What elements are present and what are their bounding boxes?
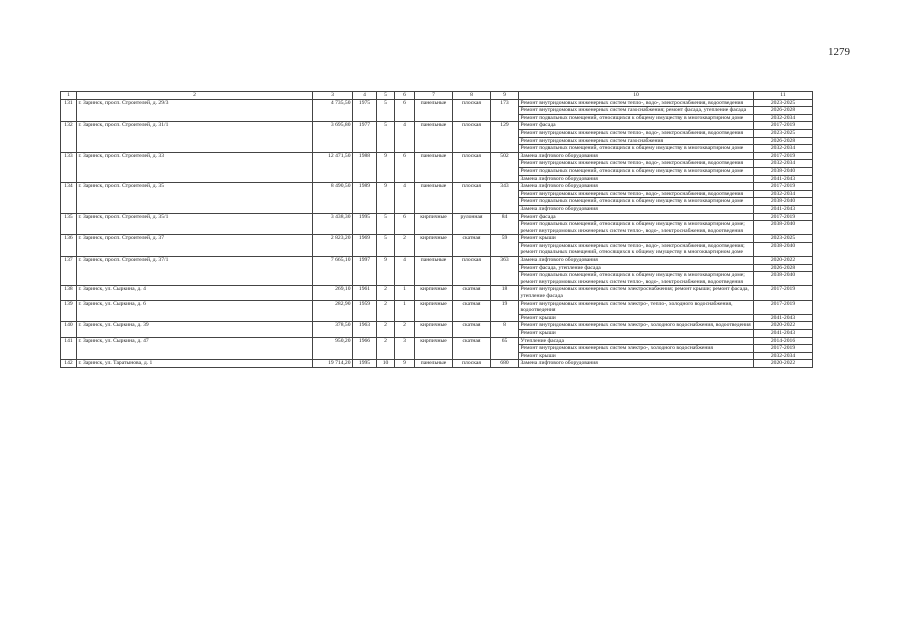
repair-work-cell: Ремонт фасада — [519, 122, 754, 130]
residents-cell: 129 — [491, 122, 519, 152]
area-cell: 378,50 — [313, 322, 353, 337]
row-number-cell: 141 — [61, 337, 77, 360]
wall-material-cell: панельные — [415, 257, 453, 286]
floors-cell: 9 — [377, 152, 395, 182]
page-number: 1279 — [828, 46, 850, 58]
row-number-cell: 134 — [61, 183, 77, 213]
wall-material-cell: кирпичные — [415, 300, 453, 322]
address-cell: г. Заринск, просп. Строителей, д. 31/1 — [77, 122, 313, 152]
repair-period-cell: 2032-2034 — [754, 190, 813, 198]
repair-work-cell: Замена лифтового оборудования — [519, 175, 754, 183]
row-number-cell: 136 — [61, 235, 77, 257]
entrances-cell: 4 — [395, 257, 415, 286]
year-cell: 1977 — [353, 122, 377, 152]
column-number-row — [61, 92, 813, 100]
floors-cell: 9 — [377, 257, 395, 286]
address-cell: г. Заринск, ул. Сыркина, д. 47 — [77, 337, 313, 360]
column-header: 2 — [77, 92, 313, 100]
capital-repair-table — [60, 91, 813, 368]
repair-period-cell: 2041-2043 — [754, 314, 813, 322]
wall-material-cell: панельные — [415, 152, 453, 182]
row-number-cell: 131 — [61, 99, 77, 122]
wall-material-cell: панельные — [415, 360, 453, 368]
column-header: 9 — [491, 92, 519, 100]
table-row — [61, 322, 813, 330]
table-row — [61, 122, 813, 130]
repair-work-cell: Ремонт подвальных помещений, относящихся к общему имуществу в многоквартирном доме; ремонт внутридомовых инженерных систем тепло-, водо-, электроснабжения, водоотведения — [519, 221, 754, 235]
roof-type-cell: плоская — [453, 257, 491, 286]
repair-work-cell: Ремонт внутридомовых инженерных систем тепло-, водо-, электроснабжения, водоотведения — [519, 190, 754, 198]
floors-cell: 2 — [377, 286, 395, 300]
residents-cell: 8 — [491, 322, 519, 337]
residents-cell: 343 — [491, 183, 519, 213]
wall-material-cell: панельные — [415, 99, 453, 122]
repair-period-cell: 2014-2016 — [754, 337, 813, 345]
repair-work-cell: Ремонт внутридомовых инженерных систем электро-, холодного водоснабжения — [519, 345, 754, 353]
repair-work-cell: Ремонт фасада — [519, 213, 754, 221]
roof-type-cell: плоская — [453, 360, 491, 368]
repair-period-cell: 2017-2019 — [754, 300, 813, 314]
repair-work-cell: Ремонт внутридомовых инженерных систем тепло-, водо-, электроснабжения, водоотведения — [519, 160, 754, 168]
repair-period-cell: 2023-2025 — [754, 99, 813, 107]
year-cell: 1989 — [353, 183, 377, 213]
entrances-cell: 1 — [395, 286, 415, 300]
row-number-cell: 133 — [61, 152, 77, 182]
column-header: 8 — [453, 92, 491, 100]
repair-period-cell: 2023-2025 — [754, 129, 813, 137]
table-row — [61, 257, 813, 265]
repair-work-cell: Ремонт внутридомовых инженерных систем тепло-, водо-, электроснабжения, водоотведения; ремонт подвальных помещений, относящихся к общему имуществу в многоквартирном доме — [519, 242, 754, 256]
repair-work-cell: Ремонт подвальных помещений, относящихся к общему имуществу в многоквартирном доме — [519, 145, 754, 153]
area-cell: 7 665,10 — [313, 257, 353, 286]
repair-period-cell: 2032-2034 — [754, 114, 813, 122]
year-cell: 1959 — [353, 300, 377, 322]
repair-period-cell: 2041-2043 — [754, 205, 813, 213]
year-cell: 1969 — [353, 235, 377, 257]
repair-work-cell: Ремонт внутридомовых инженерных систем электро-, холодного водоснабжения, водоотведения — [519, 322, 754, 330]
column-header: 11 — [754, 92, 813, 100]
repair-work-cell: Замена лифтового оборудования — [519, 183, 754, 191]
repair-work-cell: Ремонт подвальных помещений, относящихся к общему имуществу в многоквартирном доме — [519, 167, 754, 175]
residents-cell: 173 — [491, 99, 519, 122]
table-row — [61, 360, 813, 368]
roof-type-cell: скатная — [453, 300, 491, 322]
repair-period-cell: 2017-2019 — [754, 152, 813, 160]
wall-material-cell: кирпичные — [415, 286, 453, 300]
row-number-cell: 142 — [61, 360, 77, 368]
residents-cell: 18 — [491, 286, 519, 300]
repair-period-cell: 2017-2019 — [754, 345, 813, 353]
entrances-cell: 2 — [395, 235, 415, 257]
wall-material-cell: кирпичные — [415, 322, 453, 337]
roof-type-cell: плоская — [453, 122, 491, 152]
column-header: 6 — [395, 92, 415, 100]
entrances-cell: 1 — [395, 300, 415, 322]
area-cell: 12 471,50 — [313, 152, 353, 182]
year-cell: 1961 — [353, 286, 377, 300]
address-cell: г. Заринск, просп. Строителей, д. 37 — [77, 235, 313, 257]
area-cell: 19 714,20 — [313, 360, 353, 368]
repair-period-cell: 2017-2019 — [754, 213, 813, 221]
table-row — [61, 337, 813, 345]
roof-type-cell: скатная — [453, 235, 491, 257]
row-number-cell: 135 — [61, 213, 77, 235]
address-cell: г. Заринск, ул. Сыркина, д. 39 — [77, 322, 313, 337]
table-row — [61, 152, 813, 160]
table-row — [61, 99, 813, 107]
column-header: 1 — [61, 92, 77, 100]
entrances-cell: 6 — [395, 99, 415, 122]
roof-type-cell: скатная — [453, 286, 491, 300]
repair-period-cell: 2026-2028 — [754, 107, 813, 115]
entrances-cell: 4 — [395, 183, 415, 213]
area-cell: 4 735,50 — [313, 99, 353, 122]
repair-period-cell: 2038-2040 — [754, 198, 813, 206]
address-cell: г. Заринск, ул. Сыркина, д. 6 — [77, 300, 313, 322]
row-number-cell: 132 — [61, 122, 77, 152]
table-row — [61, 213, 813, 221]
repair-period-cell: 2023-2025 — [754, 235, 813, 243]
floors-cell: 2 — [377, 337, 395, 360]
entrances-cell: 6 — [395, 213, 415, 235]
table-row — [61, 300, 813, 314]
column-header: 4 — [353, 92, 377, 100]
floors-cell: 10 — [377, 360, 395, 368]
roof-type-cell: скатная — [453, 322, 491, 337]
wall-material-cell: кирпичные — [415, 213, 453, 235]
roof-type-cell: плоская — [453, 99, 491, 122]
year-cell: 1966 — [353, 337, 377, 360]
entrances-cell: 3 — [395, 337, 415, 360]
table-row — [61, 235, 813, 243]
column-header: 7 — [415, 92, 453, 100]
residents-cell: 363 — [491, 257, 519, 286]
repair-work-cell: Замена лифтового оборудования — [519, 257, 754, 265]
wall-material-cell: панельные — [415, 183, 453, 213]
entrances-cell: 2 — [395, 322, 415, 337]
area-cell: 269,10 — [313, 286, 353, 300]
address-cell: г. Заринск, просп. Строителей, д. 37/1 — [77, 257, 313, 286]
repair-period-cell: 2032-2034 — [754, 352, 813, 360]
repair-work-cell: Ремонт подвальных помещений, относящихся к общему имуществу в многоквартирном доме — [519, 114, 754, 122]
column-header: 10 — [519, 92, 754, 100]
repair-period-cell: 2017-2019 — [754, 286, 813, 300]
address-cell: г. Заринск, просп. Строителей, д. 35 — [77, 183, 313, 213]
wall-material-cell: кирпичные — [415, 235, 453, 257]
repair-period-cell: 2041-2043 — [754, 175, 813, 183]
year-cell: 1988 — [353, 152, 377, 182]
address-cell: г. Заринск, ул. Сыркина, д. 4 — [77, 286, 313, 300]
repair-period-cell: 2032-2034 — [754, 145, 813, 153]
year-cell: 1963 — [353, 322, 377, 337]
repair-period-cell: 2017-2019 — [754, 183, 813, 191]
wall-material-cell: кирпичные — [415, 337, 453, 360]
year-cell: 1997 — [353, 257, 377, 286]
repair-work-cell: Замена лифтового оборудования — [519, 205, 754, 213]
residents-cell: 19 — [491, 300, 519, 322]
repair-work-cell: Ремонт внутридомовых инженерных систем газоснабжения — [519, 137, 754, 145]
residents-cell: 65 — [491, 337, 519, 360]
repair-work-cell: Ремонт подвальных помещений, относящихся к общему имуществу в многоквартирном доме — [519, 198, 754, 206]
address-cell: г. Заринск, просп. Строителей, д. 35/1 — [77, 213, 313, 235]
roof-type-cell: плоская — [453, 183, 491, 213]
entrances-cell: 9 — [395, 360, 415, 368]
repair-work-cell: Замена лифтового оборудования — [519, 152, 754, 160]
floors-cell: 5 — [377, 213, 395, 235]
address-cell: г. Заринск, просп. Строителей, д. 29/3 — [77, 99, 313, 122]
repair-period-cell: 2038-2040 — [754, 221, 813, 235]
residents-cell: 59 — [491, 235, 519, 257]
repair-work-cell: Ремонт внутридомовых инженерных систем тепло-, водо-, электроснабжения, водоотведения — [519, 129, 754, 137]
repair-work-cell: Ремонт внутридомовых инженерных систем газоснабжения; ремонт фасада, утепление фасада — [519, 107, 754, 115]
year-cell: 1975 — [353, 99, 377, 122]
entrances-cell: 6 — [395, 152, 415, 182]
repair-period-cell: 2032-2034 — [754, 160, 813, 168]
repair-work-cell: Утепление фасада — [519, 337, 754, 345]
repair-work-cell: Ремонт фасада, утепление фасада — [519, 264, 754, 272]
address-cell: г. Заринск, ул. Таратынова, д. 1 — [77, 360, 313, 368]
table-body — [61, 92, 813, 368]
address-cell: г. Заринск, просп. Строителей, д. 33 — [77, 152, 313, 182]
residents-cell: 502 — [491, 152, 519, 182]
roof-type-cell: рулонная — [453, 213, 491, 235]
entrances-cell: 4 — [395, 122, 415, 152]
row-number-cell: 137 — [61, 257, 77, 286]
repair-work-cell: Ремонт крыши — [519, 314, 754, 322]
repair-work-cell: Ремонт подвальных помещений, относящихся к общему имуществу в многоквартирном доме; ремонт внутридомовых инженерных систем тепло-, водо-, электроснабжения, водоотведения — [519, 272, 754, 286]
area-cell: 3 695,80 — [313, 122, 353, 152]
floors-cell: 2 — [377, 322, 395, 337]
row-number-cell: 140 — [61, 322, 77, 337]
column-header: 3 — [313, 92, 353, 100]
repair-period-cell: 2020-2022 — [754, 322, 813, 330]
repair-work-cell: Ремонт крыши — [519, 352, 754, 360]
area-cell: 3 438,30 — [313, 213, 353, 235]
repair-period-cell: 2038-2040 — [754, 272, 813, 286]
residents-cell: 84 — [491, 213, 519, 235]
row-number-cell: 139 — [61, 300, 77, 322]
repair-work-cell: Замена лифтового оборудования — [519, 360, 754, 368]
floors-cell: 5 — [377, 99, 395, 122]
area-cell: 950,20 — [313, 337, 353, 360]
floors-cell: 2 — [377, 300, 395, 322]
repair-work-cell: Ремонт внутридомовых инженерных систем электроснабжения; ремонт крыши; ремонт фасада, утепление фасада — [519, 286, 754, 300]
repair-period-cell: 2026-2028 — [754, 264, 813, 272]
repair-work-cell: Ремонт крыши — [519, 235, 754, 243]
year-cell: 1995 — [353, 360, 377, 368]
roof-type-cell: плоская — [453, 152, 491, 182]
repair-work-cell: Ремонт крыши — [519, 330, 754, 338]
repair-work-cell: Ремонт внутридомовых инженерных систем электро-, тепло-, холодного водоснабжения, водоотведения — [519, 300, 754, 314]
repair-period-cell: 2020-2022 — [754, 257, 813, 265]
area-cell: 8 490,50 — [313, 183, 353, 213]
repair-work-cell: Ремонт внутридомовых инженерных систем тепло-, водо-, электроснабжения, водоотведения — [519, 99, 754, 107]
repair-period-cell: 2020-2022 — [754, 360, 813, 368]
year-cell: 1995 — [353, 213, 377, 235]
repair-period-cell: 2038-2040 — [754, 167, 813, 175]
table-row — [61, 183, 813, 191]
residents-cell: 680 — [491, 360, 519, 368]
row-number-cell: 138 — [61, 286, 77, 300]
repair-period-cell: 2017-2019 — [754, 122, 813, 130]
table-row — [61, 286, 813, 300]
floors-cell: 5 — [377, 235, 395, 257]
floors-cell: 9 — [377, 183, 395, 213]
repair-period-cell: 2038-2040 — [754, 242, 813, 256]
column-header: 5 — [377, 92, 395, 100]
roof-type-cell: скатная — [453, 337, 491, 360]
area-cell: 2 823,20 — [313, 235, 353, 257]
floors-cell: 5 — [377, 122, 395, 152]
wall-material-cell: панельные — [415, 122, 453, 152]
repair-period-cell: 2041-2043 — [754, 330, 813, 338]
repair-period-cell: 2026-2028 — [754, 137, 813, 145]
area-cell: 282,90 — [313, 300, 353, 322]
